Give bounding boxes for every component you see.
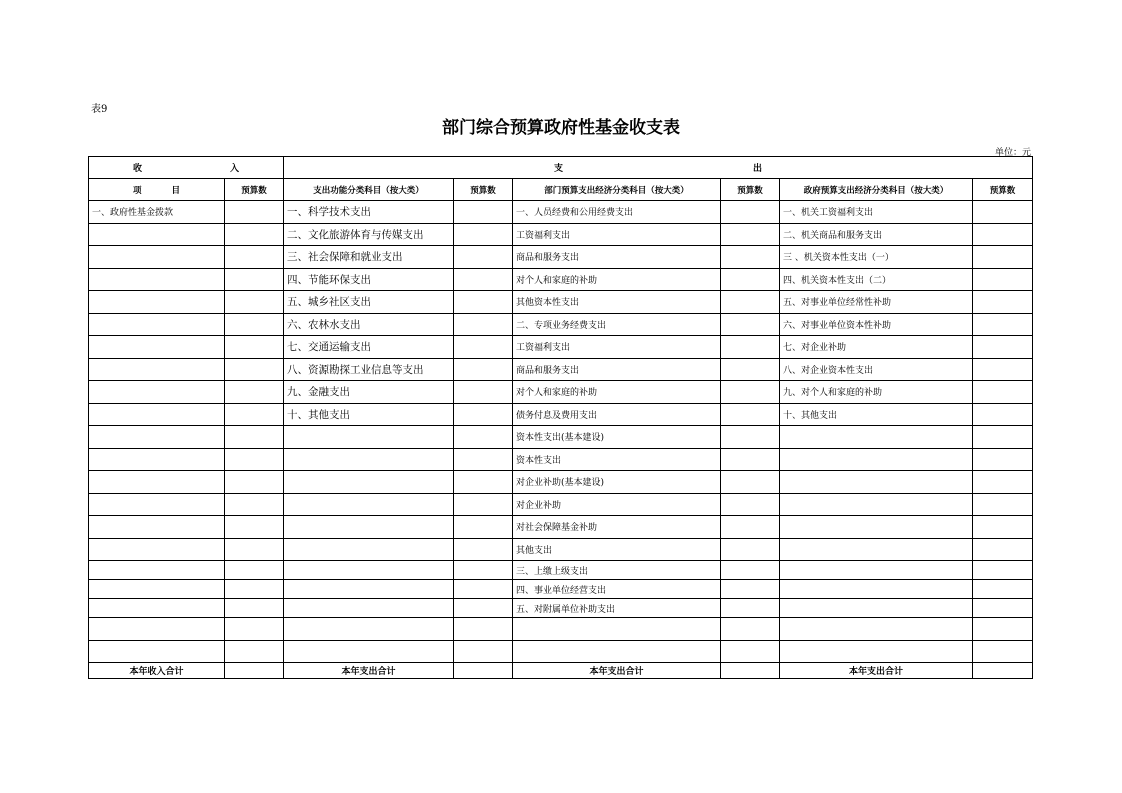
table-row [89, 246, 1033, 269]
func-item-cell [284, 580, 454, 599]
table-row [89, 268, 1033, 291]
gov-budget-cell [973, 403, 1033, 426]
table-row [89, 516, 1033, 539]
func-item-cell [284, 599, 454, 618]
col-header-budget-1: 预算数 [225, 179, 284, 201]
func-item-cell [284, 516, 454, 539]
gov-budget-cell [973, 291, 1033, 314]
income-budget-cell [225, 640, 284, 663]
income-item-cell [89, 640, 225, 663]
total-income-budget [225, 663, 284, 679]
dept-item-cell [513, 640, 721, 663]
col-header-func: 支出功能分类科目（按大类） [284, 179, 454, 201]
income-header-char-1: 收 [132, 164, 142, 174]
total-dept-label: 本年支出合计 [513, 663, 721, 679]
income-budget-cell [225, 580, 284, 599]
income-item-cell [89, 426, 225, 449]
gov-budget-cell [973, 201, 1033, 224]
gov-item-cell: 三 、机关资本性支出（一） [780, 246, 973, 269]
gov-item-cell: 七、对企业补助 [780, 336, 973, 359]
column-header-row [89, 179, 1033, 201]
dept-budget-cell [721, 640, 780, 663]
col-header-budget-4: 预算数 [973, 179, 1033, 201]
func-item-cell: 四、节能环保支出 [284, 268, 454, 291]
func-budget-cell [454, 493, 513, 516]
func-item-cell: 六、农林水支出 [284, 313, 454, 336]
total-gov-budget [973, 663, 1033, 679]
func-budget-cell [454, 448, 513, 471]
gov-budget-cell [973, 246, 1033, 269]
income-budget-cell [225, 246, 284, 269]
dept-budget-cell [721, 336, 780, 359]
func-budget-cell [454, 268, 513, 291]
func-item-cell: 二、文化旅游体育与传媒支出 [284, 223, 454, 246]
dept-item-cell: 资本性支出 [513, 448, 721, 471]
dept-item-cell: 其他支出 [513, 538, 721, 561]
dept-budget-cell [721, 599, 780, 618]
gov-item-cell [780, 471, 973, 494]
dept-item-cell: 工资福利支出 [513, 336, 721, 359]
gov-budget-cell [973, 426, 1033, 449]
gov-item-cell [780, 599, 973, 618]
func-budget-cell [454, 291, 513, 314]
income-item-cell [89, 336, 225, 359]
total-func-budget [454, 663, 513, 679]
gov-budget-cell [973, 640, 1033, 663]
gov-item-cell [780, 618, 973, 641]
income-budget-cell [225, 381, 284, 404]
gov-item-cell [780, 493, 973, 516]
gov-item-cell [780, 561, 973, 580]
gov-item-cell: 九、对个人和家庭的补助 [780, 381, 973, 404]
income-item-cell [89, 561, 225, 580]
dept-item-cell: 其他资本性支出 [513, 291, 721, 314]
income-budget-cell [225, 313, 284, 336]
gov-budget-cell [973, 493, 1033, 516]
col-header-dept-econ: 部门预算支出经济分类科目（按大类） [513, 179, 721, 201]
income-item-cell [89, 291, 225, 314]
gov-item-cell [780, 516, 973, 539]
func-budget-cell [454, 246, 513, 269]
col-header-item-char-1: 项 [132, 185, 142, 196]
income-budget-cell [225, 561, 284, 580]
dept-budget-cell [721, 538, 780, 561]
dept-budget-cell [721, 580, 780, 599]
dept-item-cell: 工资福利支出 [513, 223, 721, 246]
func-item-cell [284, 471, 454, 494]
func-budget-cell [454, 538, 513, 561]
gov-budget-cell [973, 516, 1033, 539]
dept-budget-cell [721, 561, 780, 580]
col-header-item [89, 179, 225, 201]
income-item-cell [89, 403, 225, 426]
func-budget-cell [454, 358, 513, 381]
income-item-cell [89, 580, 225, 599]
income-item-cell [89, 268, 225, 291]
income-budget-cell [225, 471, 284, 494]
table-row [89, 201, 1033, 224]
gov-item-cell: 五、对事业单位经常性补助 [780, 291, 973, 314]
table-row [89, 640, 1033, 663]
gov-budget-cell [973, 599, 1033, 618]
gov-budget-cell [973, 313, 1033, 336]
func-budget-cell [454, 426, 513, 449]
income-budget-cell [225, 336, 284, 359]
gov-item-cell [780, 426, 973, 449]
dept-budget-cell [721, 448, 780, 471]
income-item-cell [89, 471, 225, 494]
budget-table [88, 156, 1033, 679]
income-item-cell [89, 381, 225, 404]
income-budget-cell [225, 599, 284, 618]
func-item-cell [284, 561, 454, 580]
dept-item-cell: 对社会保障基金补助 [513, 516, 721, 539]
gov-budget-cell [973, 448, 1033, 471]
dept-budget-cell [721, 618, 780, 641]
income-budget-cell [225, 516, 284, 539]
income-item-cell [89, 448, 225, 471]
func-budget-cell [454, 471, 513, 494]
gov-item-cell [780, 580, 973, 599]
dept-budget-cell [721, 313, 780, 336]
table-row [89, 561, 1033, 580]
func-item-cell [284, 618, 454, 641]
func-item-cell: 十、其他支出 [284, 403, 454, 426]
gov-item-cell: 十、其他支出 [780, 403, 973, 426]
income-budget-cell [225, 291, 284, 314]
table-row [89, 493, 1033, 516]
dept-item-cell [513, 618, 721, 641]
table-row [89, 223, 1033, 246]
col-header-budget-3: 预算数 [721, 179, 780, 201]
income-item-cell [89, 516, 225, 539]
dept-item-cell: 五、对附属单位补助支出 [513, 599, 721, 618]
income-budget-cell [225, 538, 284, 561]
dept-budget-cell [721, 291, 780, 314]
dept-item-cell: 对企业补助(基本建设) [513, 471, 721, 494]
income-budget-cell [225, 448, 284, 471]
func-item-cell: 七、交通运输支出 [284, 336, 454, 359]
income-section-header [89, 157, 284, 179]
col-header-budget-2: 预算数 [454, 179, 513, 201]
func-budget-cell [454, 336, 513, 359]
gov-budget-cell [973, 471, 1033, 494]
gov-item-cell: 二、机关商品和服务支出 [780, 223, 973, 246]
gov-budget-cell [973, 618, 1033, 641]
table-row [89, 471, 1033, 494]
dept-item-cell: 二、专项业务经费支出 [513, 313, 721, 336]
func-budget-cell [454, 403, 513, 426]
income-item-cell [89, 313, 225, 336]
gov-budget-cell [973, 358, 1033, 381]
func-item-cell: 三、社会保障和就业支出 [284, 246, 454, 269]
income-item-cell [89, 599, 225, 618]
func-budget-cell [454, 313, 513, 336]
func-budget-cell [454, 580, 513, 599]
dept-budget-cell [721, 426, 780, 449]
dept-item-cell: 三、上缴上级支出 [513, 561, 721, 580]
table-number: 表9 [91, 104, 108, 115]
total-row [89, 663, 1033, 679]
income-budget-cell [225, 358, 284, 381]
gov-item-cell [780, 448, 973, 471]
func-item-cell: 九、金融支出 [284, 381, 454, 404]
dept-item-cell: 对个人和家庭的补助 [513, 268, 721, 291]
func-budget-cell [454, 201, 513, 224]
income-budget-cell [225, 426, 284, 449]
income-item-cell [89, 358, 225, 381]
gov-item-cell [780, 538, 973, 561]
gov-budget-cell [973, 580, 1033, 599]
dept-budget-cell [721, 246, 780, 269]
gov-budget-cell [973, 381, 1033, 404]
gov-item-cell [780, 640, 973, 663]
income-item-cell: 一、政府性基金拨款 [89, 201, 225, 224]
func-budget-cell [454, 223, 513, 246]
func-budget-cell [454, 381, 513, 404]
table-row [89, 313, 1033, 336]
gov-item-cell: 八、对企业资本性支出 [780, 358, 973, 381]
income-budget-cell [225, 493, 284, 516]
func-budget-cell [454, 618, 513, 641]
func-item-cell: 一、科学技术支出 [284, 201, 454, 224]
dept-item-cell: 商品和服务支出 [513, 358, 721, 381]
dept-budget-cell [721, 471, 780, 494]
table-row [89, 618, 1033, 641]
income-budget-cell [225, 223, 284, 246]
dept-budget-cell [721, 201, 780, 224]
table-row [89, 599, 1033, 618]
income-item-cell [89, 618, 225, 641]
dept-item-cell: 对个人和家庭的补助 [513, 381, 721, 404]
income-item-cell [89, 538, 225, 561]
gov-budget-cell [973, 268, 1033, 291]
gov-budget-cell [973, 538, 1033, 561]
income-item-cell [89, 223, 225, 246]
income-budget-cell [225, 268, 284, 291]
func-item-cell [284, 448, 454, 471]
total-func-label: 本年支出合计 [284, 663, 454, 679]
total-gov-label: 本年支出合计 [780, 663, 973, 679]
income-budget-cell [225, 403, 284, 426]
func-item-cell: 八、资源勘探工业信息等支出 [284, 358, 454, 381]
table-row [89, 538, 1033, 561]
func-item-cell: 五、城乡社区支出 [284, 291, 454, 314]
dept-item-cell: 债务付息及费用支出 [513, 403, 721, 426]
dept-budget-cell [721, 493, 780, 516]
table-row [89, 580, 1033, 599]
expense-header-char-2: 出 [753, 164, 763, 174]
table-row [89, 358, 1033, 381]
table-row [89, 426, 1033, 449]
section-header-row [89, 157, 1033, 179]
income-item-cell [89, 246, 225, 269]
func-budget-cell [454, 561, 513, 580]
gov-item-cell: 一、机关工资福利支出 [780, 201, 973, 224]
table-row [89, 336, 1033, 359]
gov-item-cell: 六、对事业单位资本性补助 [780, 313, 973, 336]
income-budget-cell [225, 201, 284, 224]
func-item-cell [284, 538, 454, 561]
table-row [89, 403, 1033, 426]
unit-label: 单位：元 [994, 148, 1031, 158]
income-budget-cell [225, 618, 284, 641]
table-row [89, 291, 1033, 314]
dept-item-cell: 商品和服务支出 [513, 246, 721, 269]
gov-budget-cell [973, 336, 1033, 359]
dept-budget-cell [721, 516, 780, 539]
func-item-cell [284, 426, 454, 449]
func-item-cell [284, 640, 454, 663]
dept-item-cell: 对企业补助 [513, 493, 721, 516]
page-title: 部门综合预算政府性基金收支表 [442, 118, 680, 138]
dept-budget-cell [721, 403, 780, 426]
total-dept-budget [721, 663, 780, 679]
col-header-gov-econ: 政府预算支出经济分类科目（按大类） [780, 179, 973, 201]
dept-budget-cell [721, 381, 780, 404]
expense-header-char-1: 支 [554, 164, 564, 174]
expense-section-header [284, 157, 1033, 179]
income-item-cell [89, 493, 225, 516]
func-budget-cell [454, 516, 513, 539]
dept-item-cell: 四、事业单位经营支出 [513, 580, 721, 599]
dept-budget-cell [721, 268, 780, 291]
table-row [89, 448, 1033, 471]
dept-item-cell: 资本性支出(基本建设) [513, 426, 721, 449]
dept-budget-cell [721, 223, 780, 246]
table-row [89, 381, 1033, 404]
func-budget-cell [454, 640, 513, 663]
func-budget-cell [454, 599, 513, 618]
gov-budget-cell [973, 561, 1033, 580]
gov-item-cell: 四、机关资本性支出（二） [780, 268, 973, 291]
dept-budget-cell [721, 358, 780, 381]
col-header-item-char-2: 目 [171, 185, 181, 196]
gov-budget-cell [973, 223, 1033, 246]
func-item-cell [284, 493, 454, 516]
income-header-char-2: 入 [230, 164, 240, 174]
total-income-label: 本年收入合计 [89, 663, 225, 679]
dept-item-cell: 一、人员经费和公用经费支出 [513, 201, 721, 224]
